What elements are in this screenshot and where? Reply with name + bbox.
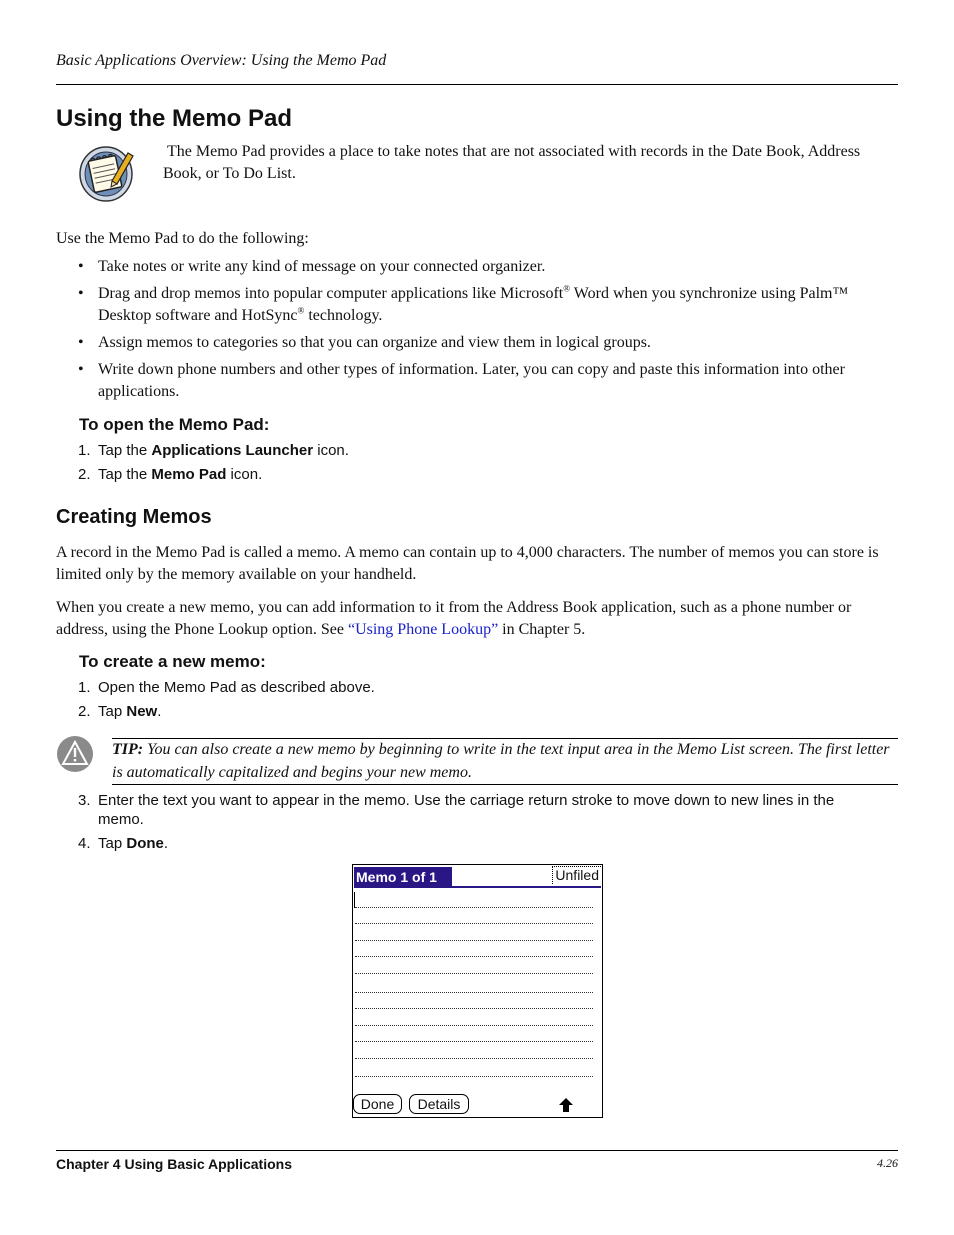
footer-rule: [56, 1150, 898, 1151]
open-steps: [56, 441, 856, 484]
tip-text: TIP: You can also create a new memo by beginning to write in the text input area in the Memo List screen. The first letter is automatically capitalized and begins your new memo.: [112, 741, 890, 781]
page-title: Using the Memo Pad: [56, 105, 293, 132]
list-item: • Write down phone numbers and other types of information. Later, you can copy and paste this information into other applications.: [56, 359, 856, 403]
new-memo-steps: [56, 678, 856, 721]
memo-title-bar: [353, 865, 602, 888]
list-item: • Take notes or write any kind of message on your connected organizer.: [56, 256, 856, 278]
step-item: 1. Tap the Applications Launcher icon.: [78, 442, 349, 459]
creating-paragraph-2: When you create a new memo, you can add information to it from the Address Book application, such as a phone number or address, using the Phone Lookup option. See “Using Phone Lookup” in Chapter 5.: [56, 599, 852, 638]
memo-line[interactable]: [355, 1076, 593, 1077]
memo-line[interactable]: [355, 1058, 593, 1059]
memo-line[interactable]: [355, 1025, 593, 1026]
new-memo-procedure-heading: To create a new memo:: [79, 652, 266, 671]
header-rule: [56, 84, 898, 85]
done-button[interactable]: Done: [353, 1094, 402, 1114]
memo-line[interactable]: [355, 940, 593, 941]
memo-line[interactable]: [355, 956, 593, 957]
step-item: 2. Tap New.: [78, 703, 162, 720]
category-picker[interactable]: Unfiled: [552, 866, 601, 884]
memo-line[interactable]: [355, 923, 593, 924]
title-underline: [354, 886, 601, 888]
creating-paragraph-1: A record in the Memo Pad is called a memo. A memo can contain up to 4,000 characters. The number of memos you can store is limited only by the memory available on your handheld.: [56, 544, 879, 583]
use-intro: Use the Memo Pad to do the following:: [56, 230, 309, 247]
step-item: 1. Open the Memo Pad as described above.: [78, 679, 375, 696]
memo-line[interactable]: [355, 907, 593, 908]
step-item: 2. Tap the Memo Pad icon.: [78, 466, 263, 483]
intro-paragraph: The Memo Pad provides a place to take notes that are not associated with records in the Date Book, Address Book, or To Do List.: [163, 143, 861, 182]
memo-line[interactable]: [355, 973, 593, 974]
warning-icon: [56, 735, 94, 773]
footer-chapter: Chapter 4 Using Basic Applications: [56, 1156, 292, 1172]
details-button[interactable]: Details: [409, 1094, 469, 1114]
open-procedure-heading: To open the Memo Pad:: [79, 415, 270, 434]
tip-rule-bottom: [112, 784, 898, 785]
step-item: 4. Tap Done.: [78, 835, 169, 852]
memo-line[interactable]: [355, 992, 593, 993]
list-item: • Assign memos to categories so that you can organize and view them in logical groups.: [56, 332, 856, 354]
text-cursor: [354, 892, 355, 908]
memo-line[interactable]: [355, 1041, 593, 1042]
memo-line[interactable]: [355, 1008, 593, 1009]
list-item: • Drag and drop memos into popular computer applications like Microsoft® Word when you synchronize using Palm™ Desktop software and HotSync® technology.: [56, 283, 856, 327]
new-memo-steps-continued: [56, 791, 876, 853]
memo-pad-icon: [78, 143, 136, 203]
page-number: 4.26: [877, 1156, 898, 1170]
phone-lookup-link[interactable]: “Using Phone Lookup”: [347, 621, 499, 638]
running-header: Basic Applications Overview: Using the Memo Pad: [56, 52, 387, 69]
step-item: 3. Enter the text you want to appear in the memo. Use the carriage return stroke to move down to new lines in the memo.: [78, 792, 835, 828]
creating-memos-heading: Creating Memos: [56, 506, 212, 528]
memo-screen-illustration: [352, 864, 603, 1118]
up-arrow-icon[interactable]: [559, 1098, 573, 1113]
memo-title: Memo 1 of 1: [354, 867, 452, 887]
use-list: [56, 256, 856, 408]
